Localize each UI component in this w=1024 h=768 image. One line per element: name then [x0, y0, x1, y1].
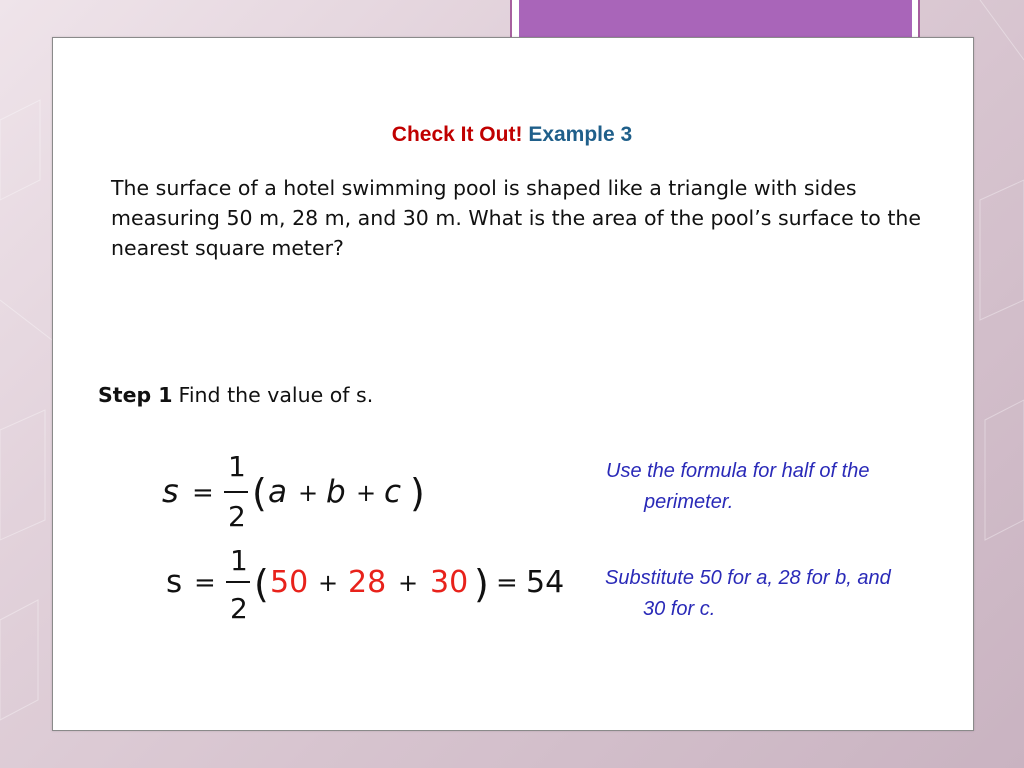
formula1-b: b [326, 474, 346, 510]
formula2-value-50: 50 [270, 565, 309, 600]
step-label: Step 1 [98, 383, 173, 407]
formula1-numerator: 1 [228, 450, 246, 483]
formula2-value-28: 28 [348, 565, 387, 600]
formula2-right-paren: ) [474, 562, 489, 606]
heading-check-it-out: Check It Out! [391, 123, 523, 146]
note1-line1: Use the formula for half of the [606, 460, 870, 482]
formula-semiperimeter [160, 448, 430, 534]
step-text: Find the value of s. [178, 383, 374, 407]
formula1-plus-1: + [298, 479, 319, 507]
problem-text: The surface of a hotel swimming pool is shaped like a triangle with sides measuring 50 m, 28 m, and 30 m. What is the area of the pool’s surface to the nearest square meter? [111, 176, 921, 260]
note1-line2: perimeter. [644, 491, 734, 513]
formula1-denominator: 2 [228, 500, 246, 533]
note2-line2: 30 for c. [643, 598, 716, 620]
formula1-c: c [384, 474, 402, 510]
formula2-lhs: s [166, 564, 183, 600]
slide-heading [0, 123, 1024, 147]
formula1-lhs: s [162, 472, 179, 510]
formula1-equals: = [192, 478, 214, 508]
formula2-denominator: 2 [230, 592, 248, 625]
note-formula-explanation [606, 456, 869, 518]
formula2-plus-2: + [398, 569, 419, 597]
formula1-left-paren: ( [252, 471, 267, 515]
formula2-left-paren: ( [254, 562, 269, 606]
formula2-numerator: 1 [230, 544, 248, 577]
note2-line1: Substitute 50 for a, 28 for b, and [605, 567, 891, 589]
formula1-plus-2: + [356, 479, 377, 507]
formula1-a: a [268, 474, 287, 510]
formula2-equals-result: = [496, 568, 518, 598]
step-1 [98, 383, 373, 407]
formula2-equals: = [194, 568, 216, 598]
note-substitution-explanation [605, 563, 891, 625]
formula2-result: 54 [526, 565, 565, 600]
formula2-plus-1: + [318, 569, 339, 597]
formula2-value-30: 30 [430, 565, 469, 600]
heading-example: Example 3 [528, 123, 633, 146]
formula1-right-paren: ) [410, 471, 425, 515]
formula-substitution [164, 542, 584, 628]
